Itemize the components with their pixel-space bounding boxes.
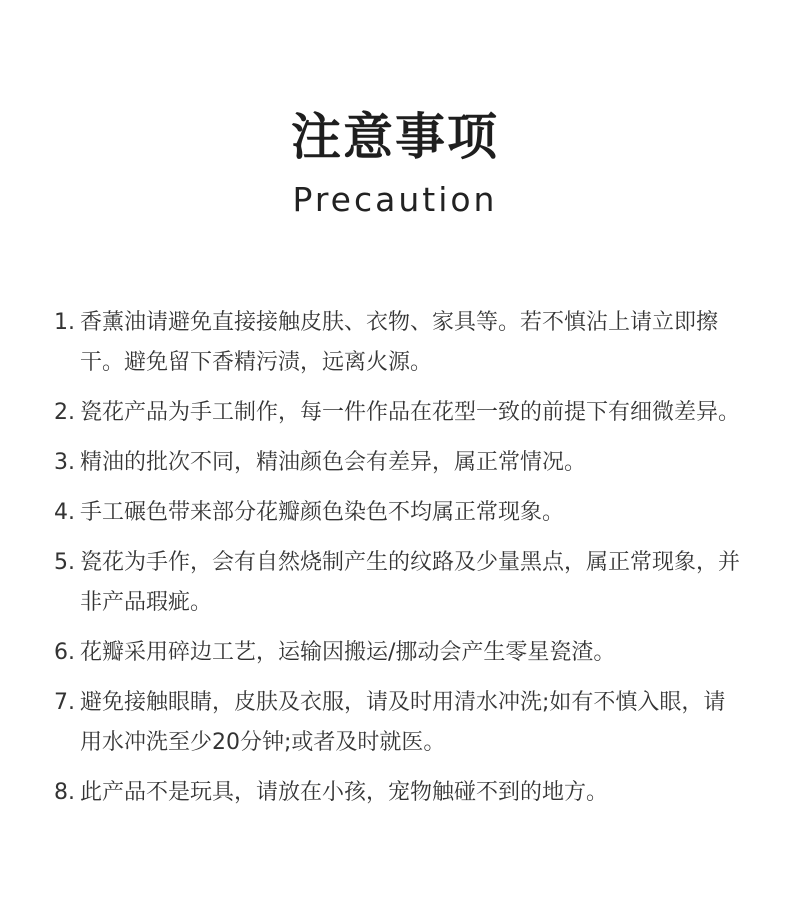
list-item — [54, 443, 744, 483]
page-subtitle: Precaution — [292, 180, 498, 219]
item-number: 8. — [54, 780, 75, 805]
item-text: 精油的批次不同，精油颜色会有差异，属正常情况。 — [80, 450, 587, 475]
header — [0, 106, 790, 220]
item-text: 避免接触眼睛，皮肤及衣服，请及时用清水冲洗;如有不慎入眼，请用水冲洗至少20分钟;或者及时就医。 — [80, 690, 726, 755]
item-number: 2. — [54, 400, 75, 425]
list-item — [54, 543, 744, 623]
list-item — [54, 633, 744, 673]
list-item — [54, 493, 744, 533]
page-title: 注意事项 — [291, 107, 499, 166]
item-number: 5. — [54, 550, 75, 575]
list-item — [54, 393, 744, 433]
list-item — [54, 303, 744, 383]
item-number: 6. — [54, 640, 75, 665]
item-text: 手工碾色带来部分花瓣颜色染色不均属正常现象。 — [80, 500, 565, 525]
list-item — [54, 773, 744, 813]
list-item — [54, 683, 744, 763]
item-text: 花瓣采用碎边工艺，运输因搬运/挪动会产生零星瓷渣。 — [80, 640, 616, 665]
item-text: 瓷花产品为手工制作，每一件作品在花型一致的前提下有细微差异。 — [80, 400, 741, 425]
item-text: 瓷花为手作，会有自然烧制产生的纹路及少量黑点，属正常现象，并非产品瑕疵。 — [80, 550, 741, 615]
item-text: 此产品不是玩具，请放在小孩，宠物触碰不到的地方。 — [80, 780, 609, 805]
item-number: 7. — [54, 690, 75, 715]
item-number: 3. — [54, 450, 75, 475]
precaution-list — [54, 303, 744, 823]
item-number: 4. — [54, 500, 75, 525]
item-number: 1. — [54, 310, 75, 335]
item-text: 香薰油请避免直接接触皮肤、衣物、家具等。若不慎沾上请立即擦干。避免留下香精污渍，远离火源。 — [80, 310, 719, 375]
